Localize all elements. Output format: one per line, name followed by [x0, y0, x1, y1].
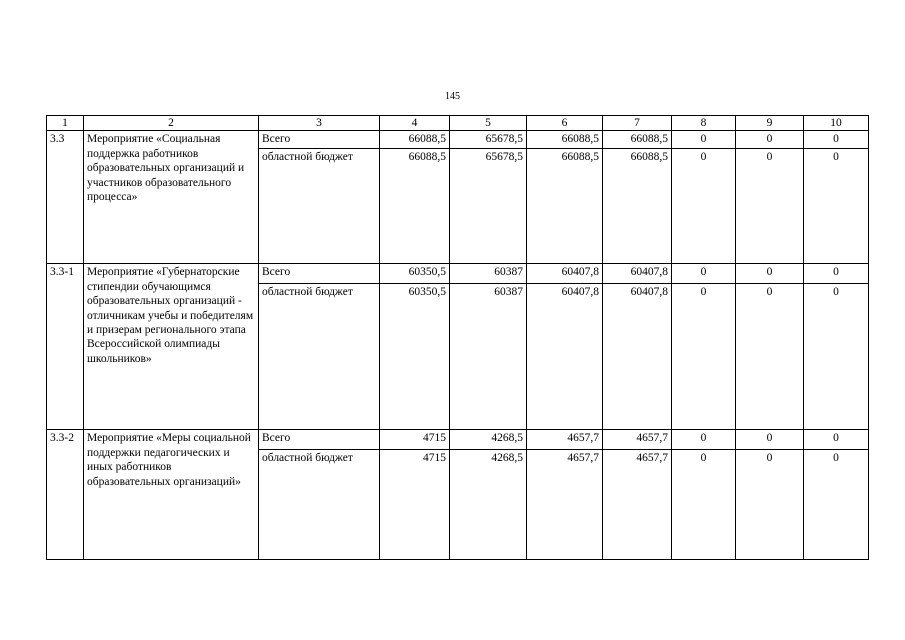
value-cell: 0 [804, 149, 869, 264]
value-cell: 0 [736, 149, 804, 264]
value-cell: 66088,5 [380, 149, 450, 264]
column-header: 7 [603, 116, 672, 131]
value-cell: 0 [804, 264, 869, 284]
value-cell: 0 [672, 149, 736, 264]
value-cell: 4268,5 [450, 430, 527, 450]
column-header: 1 [47, 116, 84, 131]
value-cell: 0 [672, 264, 736, 284]
value-cell: 0 [736, 131, 804, 149]
row-description: Мероприятие «Социальная поддержка работников образовательных организаций и участников образовательного процесса» [84, 131, 259, 264]
funding-source: Всего [259, 131, 380, 149]
value-cell: 60407,8 [527, 264, 603, 284]
table-row [47, 131, 869, 149]
budget-table [46, 115, 869, 560]
value-cell: 0 [804, 131, 869, 149]
row-code: 3.3-2 [47, 430, 84, 560]
value-cell: 66088,5 [603, 149, 672, 264]
value-cell: 4715 [380, 430, 450, 450]
value-cell: 0 [736, 264, 804, 284]
funding-source: областной бюджет [259, 450, 380, 560]
value-cell: 60407,8 [603, 284, 672, 430]
value-cell: 66088,5 [527, 149, 603, 264]
column-header: 10 [804, 116, 869, 131]
value-cell: 65678,5 [450, 131, 527, 149]
column-header: 4 [380, 116, 450, 131]
value-cell: 0 [804, 284, 869, 430]
value-cell: 0 [804, 450, 869, 560]
value-cell: 60387 [450, 264, 527, 284]
table-row [47, 430, 869, 450]
page-number: 145 [445, 91, 460, 102]
column-header: 3 [259, 116, 380, 131]
row-description: Мероприятие «Губернаторские стипендии обучающимся образовательных организаций - отличникам учебы и победителям и призерам регионального этапа Всероссийской олимпиады школьников» [84, 264, 259, 430]
row-description: Мероприятие «Меры социальной поддержки педагогических и иных работников образовательных организаций» [84, 430, 259, 560]
table-row [47, 264, 869, 284]
value-cell: 60407,8 [527, 284, 603, 430]
header-row [47, 116, 869, 131]
value-cell: 66088,5 [527, 131, 603, 149]
value-cell: 0 [804, 430, 869, 450]
value-cell: 4715 [380, 450, 450, 560]
value-cell: 66088,5 [603, 131, 672, 149]
column-header: 8 [672, 116, 736, 131]
value-cell: 0 [672, 131, 736, 149]
value-cell: 4657,7 [603, 430, 672, 450]
row-code: 3.3-1 [47, 264, 84, 430]
value-cell: 60350,5 [380, 264, 450, 284]
column-header: 5 [450, 116, 527, 131]
column-header: 9 [736, 116, 804, 131]
value-cell: 60387 [450, 284, 527, 430]
value-cell: 4657,7 [603, 450, 672, 560]
value-cell: 0 [672, 450, 736, 560]
column-header: 2 [84, 116, 259, 131]
row-code: 3.3 [47, 131, 84, 264]
value-cell: 4268,5 [450, 450, 527, 560]
funding-source: областной бюджет [259, 284, 380, 430]
value-cell: 4657,7 [527, 450, 603, 560]
value-cell: 0 [672, 430, 736, 450]
value-cell: 66088,5 [380, 131, 450, 149]
column-header: 6 [527, 116, 603, 131]
value-cell: 4657,7 [527, 430, 603, 450]
value-cell: 0 [736, 450, 804, 560]
value-cell: 60407,8 [603, 264, 672, 284]
funding-source: Всего [259, 430, 380, 450]
value-cell: 0 [736, 430, 804, 450]
value-cell: 0 [736, 284, 804, 430]
funding-source: областной бюджет [259, 149, 380, 264]
value-cell: 60350,5 [380, 284, 450, 430]
value-cell: 0 [672, 284, 736, 430]
value-cell: 65678,5 [450, 149, 527, 264]
funding-source: Всего [259, 264, 380, 284]
